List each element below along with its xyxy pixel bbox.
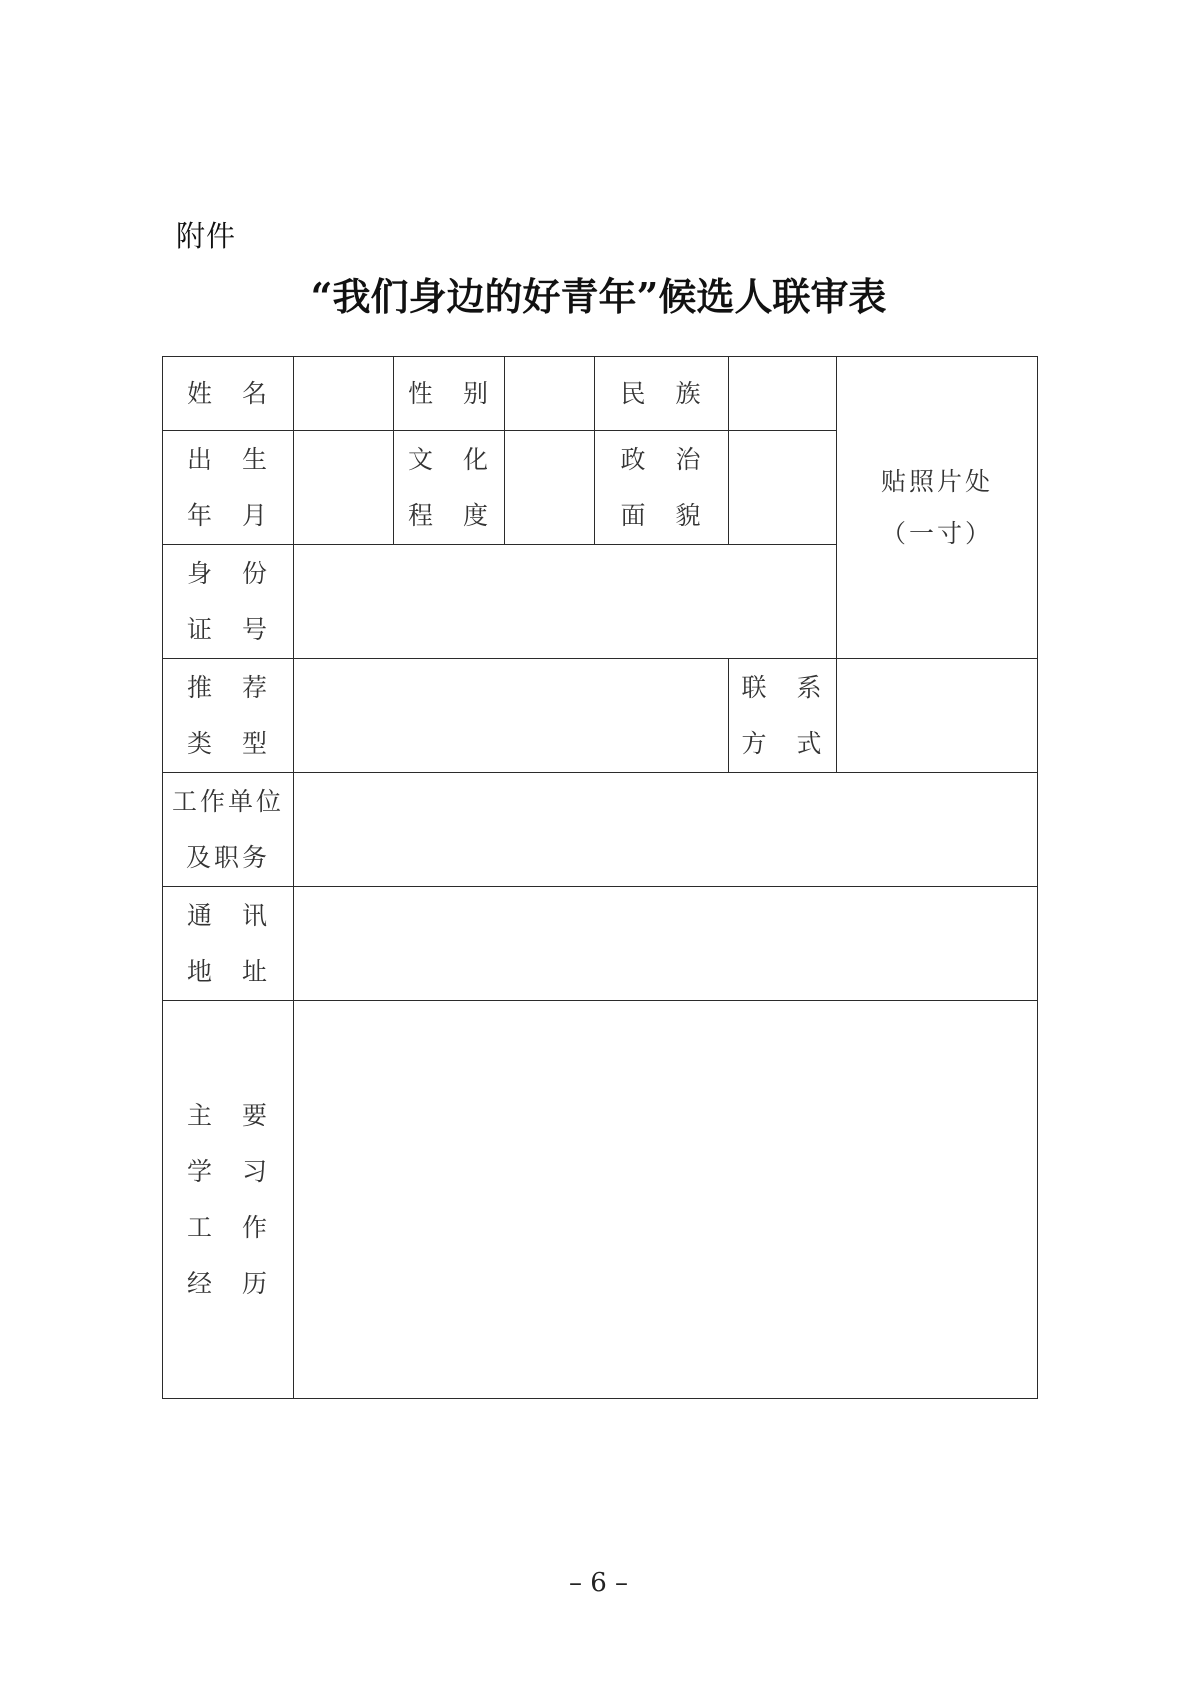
birth-date-label: 出 生 年 月 bbox=[163, 431, 294, 545]
work-unit-field[interactable] bbox=[294, 773, 1038, 887]
photo-label: 贴照片处 bbox=[880, 466, 993, 496]
ethnicity-label: 民 族 bbox=[595, 357, 729, 431]
address-label: 通 讯 地 址 bbox=[163, 887, 294, 1001]
attachment-label: 附件 bbox=[176, 219, 237, 253]
education-label: 文 化 程 度 bbox=[394, 431, 505, 545]
contact-label: 联 系 方 式 bbox=[729, 659, 837, 773]
birth-date-field[interactable] bbox=[294, 431, 394, 545]
gender-field[interactable] bbox=[505, 357, 595, 431]
photo-placeholder[interactable] bbox=[837, 357, 1038, 659]
political-status-label: 政 治 面 貌 bbox=[595, 431, 729, 545]
id-number-field[interactable] bbox=[294, 545, 837, 659]
contact-field[interactable] bbox=[837, 659, 1038, 773]
id-number-label: 身 份 证 号 bbox=[163, 545, 294, 659]
gender-label: 性 别 bbox=[394, 357, 505, 431]
page-number: – 6 – bbox=[568, 1568, 629, 1598]
form-title: “我们身边的好青年”候选人联审表 bbox=[310, 274, 887, 319]
work-unit-label: 工作单位 及职务 bbox=[163, 773, 294, 887]
political-status-field[interactable] bbox=[729, 431, 837, 545]
ethnicity-field[interactable] bbox=[729, 357, 837, 431]
candidate-review-form bbox=[162, 356, 1038, 1399]
name-label: 姓 名 bbox=[163, 357, 294, 431]
photo-size-label: （一寸） bbox=[880, 518, 993, 548]
history-label: 主 要 学 习 工 作 经 历 bbox=[163, 1001, 294, 1399]
address-field[interactable] bbox=[294, 887, 1038, 1001]
name-field[interactable] bbox=[294, 357, 394, 431]
education-field[interactable] bbox=[505, 431, 595, 545]
history-field[interactable] bbox=[294, 1001, 1038, 1399]
recommendation-type-label: 推 荐 类 型 bbox=[163, 659, 294, 773]
recommendation-type-field[interactable] bbox=[294, 659, 729, 773]
